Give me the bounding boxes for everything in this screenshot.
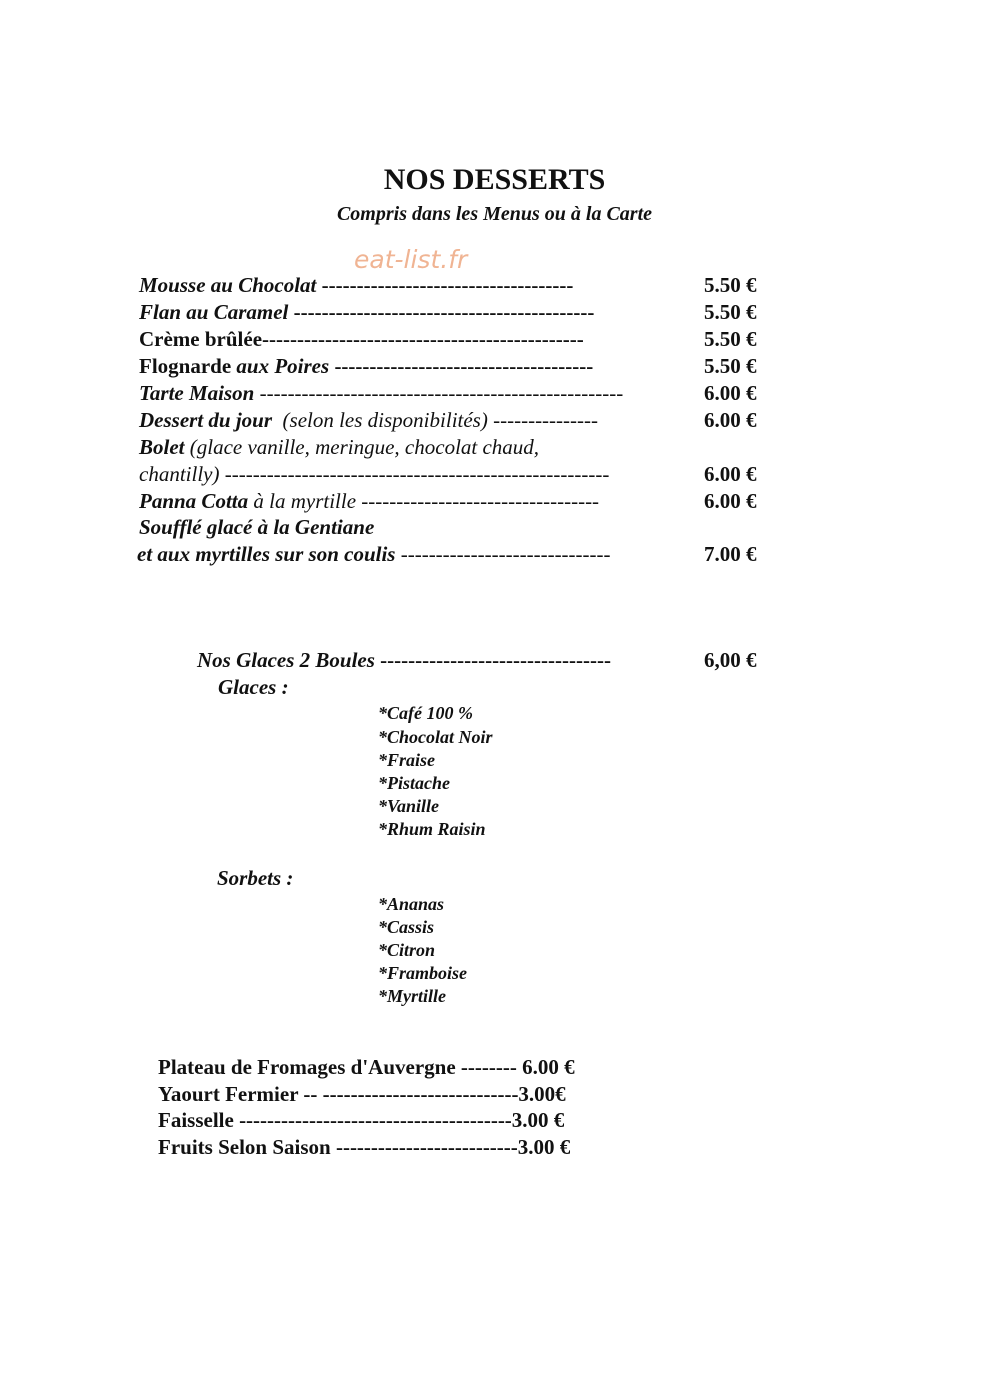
glaces-label: Glaces : bbox=[218, 675, 289, 699]
dessert-dashes: ------------------------------------------- bbox=[288, 300, 595, 324]
dessert-price: 5.50 € bbox=[704, 273, 757, 297]
dessert-price: 6.00 € bbox=[704, 408, 757, 432]
dessert-dashes: ------------------------------------ bbox=[316, 273, 574, 297]
dessert-note: chantilly) bbox=[139, 462, 220, 486]
dessert-dashes: ---------------------------------------------------- bbox=[254, 381, 624, 405]
dessert-price: 6.00 € bbox=[704, 462, 757, 486]
dessert-dashes: ---------------------------------- bbox=[356, 489, 600, 513]
sorbet-item: *Ananas bbox=[378, 894, 445, 914]
fromage-item: Fruits Selon Saison --------------------------3.00 € bbox=[158, 1135, 571, 1159]
dessert-name: Soufflé glacé à la Gentiane bbox=[139, 515, 375, 539]
dessert-name-part: aux Poires bbox=[236, 354, 330, 378]
dessert-row bbox=[0, 299, 989, 325]
dessert-name: Bolet bbox=[139, 435, 185, 459]
dessert-note: (glace vanille, meringue, chocolat chaud, bbox=[184, 435, 540, 459]
dessert-note: à la myrtille bbox=[248, 489, 357, 513]
dessert-name: Mousse au Chocolat bbox=[139, 273, 317, 297]
flavor-item: *Rhum Raisin bbox=[378, 819, 486, 839]
page-subtitle: Compris dans les Menus ou à la Carte bbox=[336, 203, 653, 225]
fromage-item: Yaourt Fermier -- ----------------------------3.00€ bbox=[158, 1082, 566, 1106]
dessert-row bbox=[0, 353, 989, 379]
dessert-price: 5.50 € bbox=[704, 327, 757, 351]
sorbet-item: *Cassis bbox=[378, 917, 435, 937]
dessert-name: et aux myrtilles sur son coulis bbox=[137, 542, 396, 566]
fromage-item: Faisselle ---------------------------------------3.00 € bbox=[158, 1108, 565, 1132]
dessert-name: Flan au Caramel bbox=[139, 300, 289, 324]
glaces-price: 6,00 € bbox=[704, 648, 757, 672]
glaces-heading: Nos Glaces 2 Boules bbox=[197, 648, 375, 672]
dessert-dashes: ---------------------------------------------- bbox=[262, 327, 584, 351]
dessert-name: Tarte Maison bbox=[139, 381, 255, 405]
watermark: eat-list.fr bbox=[354, 245, 468, 274]
flavor-item: *Pistache bbox=[378, 773, 450, 793]
sorbet-item: *Framboise bbox=[378, 963, 468, 983]
dessert-row bbox=[0, 380, 989, 406]
dessert-dashes: ------------------------------------------------------- bbox=[219, 462, 610, 486]
dessert-row bbox=[0, 488, 989, 514]
glaces-heading-row bbox=[0, 647, 989, 673]
sorbet-item: *Citron bbox=[378, 940, 436, 960]
page-title: NOS DESSERTS bbox=[383, 163, 606, 196]
fromage-item: Plateau de Fromages d'Auvergne -------- 6.00 € bbox=[158, 1055, 575, 1079]
dessert-row bbox=[0, 541, 989, 567]
dessert-row bbox=[0, 326, 989, 352]
sorbets-label: Sorbets : bbox=[217, 866, 294, 890]
dessert-dashes: ------------------------------ bbox=[395, 542, 611, 566]
dessert-note: (selon les disponibilités) bbox=[272, 408, 488, 432]
dessert-price: 5.50 € bbox=[704, 300, 757, 324]
flavor-item: *Chocolat Noir bbox=[378, 727, 493, 747]
dessert-name: Dessert du jour bbox=[139, 408, 273, 432]
dessert-row bbox=[0, 434, 989, 460]
dessert-price: 6.00 € bbox=[704, 381, 757, 405]
dessert-price: 7.00 € bbox=[704, 542, 757, 566]
dessert-dashes: --------------- bbox=[487, 408, 599, 432]
dessert-price: 5.50 € bbox=[704, 354, 757, 378]
dessert-name: Flognarde bbox=[139, 354, 232, 378]
dessert-price: 6.00 € bbox=[704, 489, 757, 513]
flavor-item: *Vanille bbox=[378, 796, 440, 816]
flavor-item: *Café 100 % bbox=[378, 703, 473, 723]
dessert-dashes: ------------------------------------- bbox=[329, 354, 594, 378]
dessert-row bbox=[0, 461, 989, 487]
dessert-name: Panna Cotta bbox=[139, 489, 249, 513]
glaces-dashes: --------------------------------- bbox=[374, 648, 611, 672]
dessert-name: Crème brûlée bbox=[139, 327, 263, 351]
dessert-row bbox=[0, 514, 989, 540]
dessert-row bbox=[0, 407, 989, 433]
dessert-row bbox=[0, 272, 989, 298]
flavor-item: *Fraise bbox=[378, 750, 436, 770]
sorbet-item: *Myrtille bbox=[378, 986, 446, 1006]
